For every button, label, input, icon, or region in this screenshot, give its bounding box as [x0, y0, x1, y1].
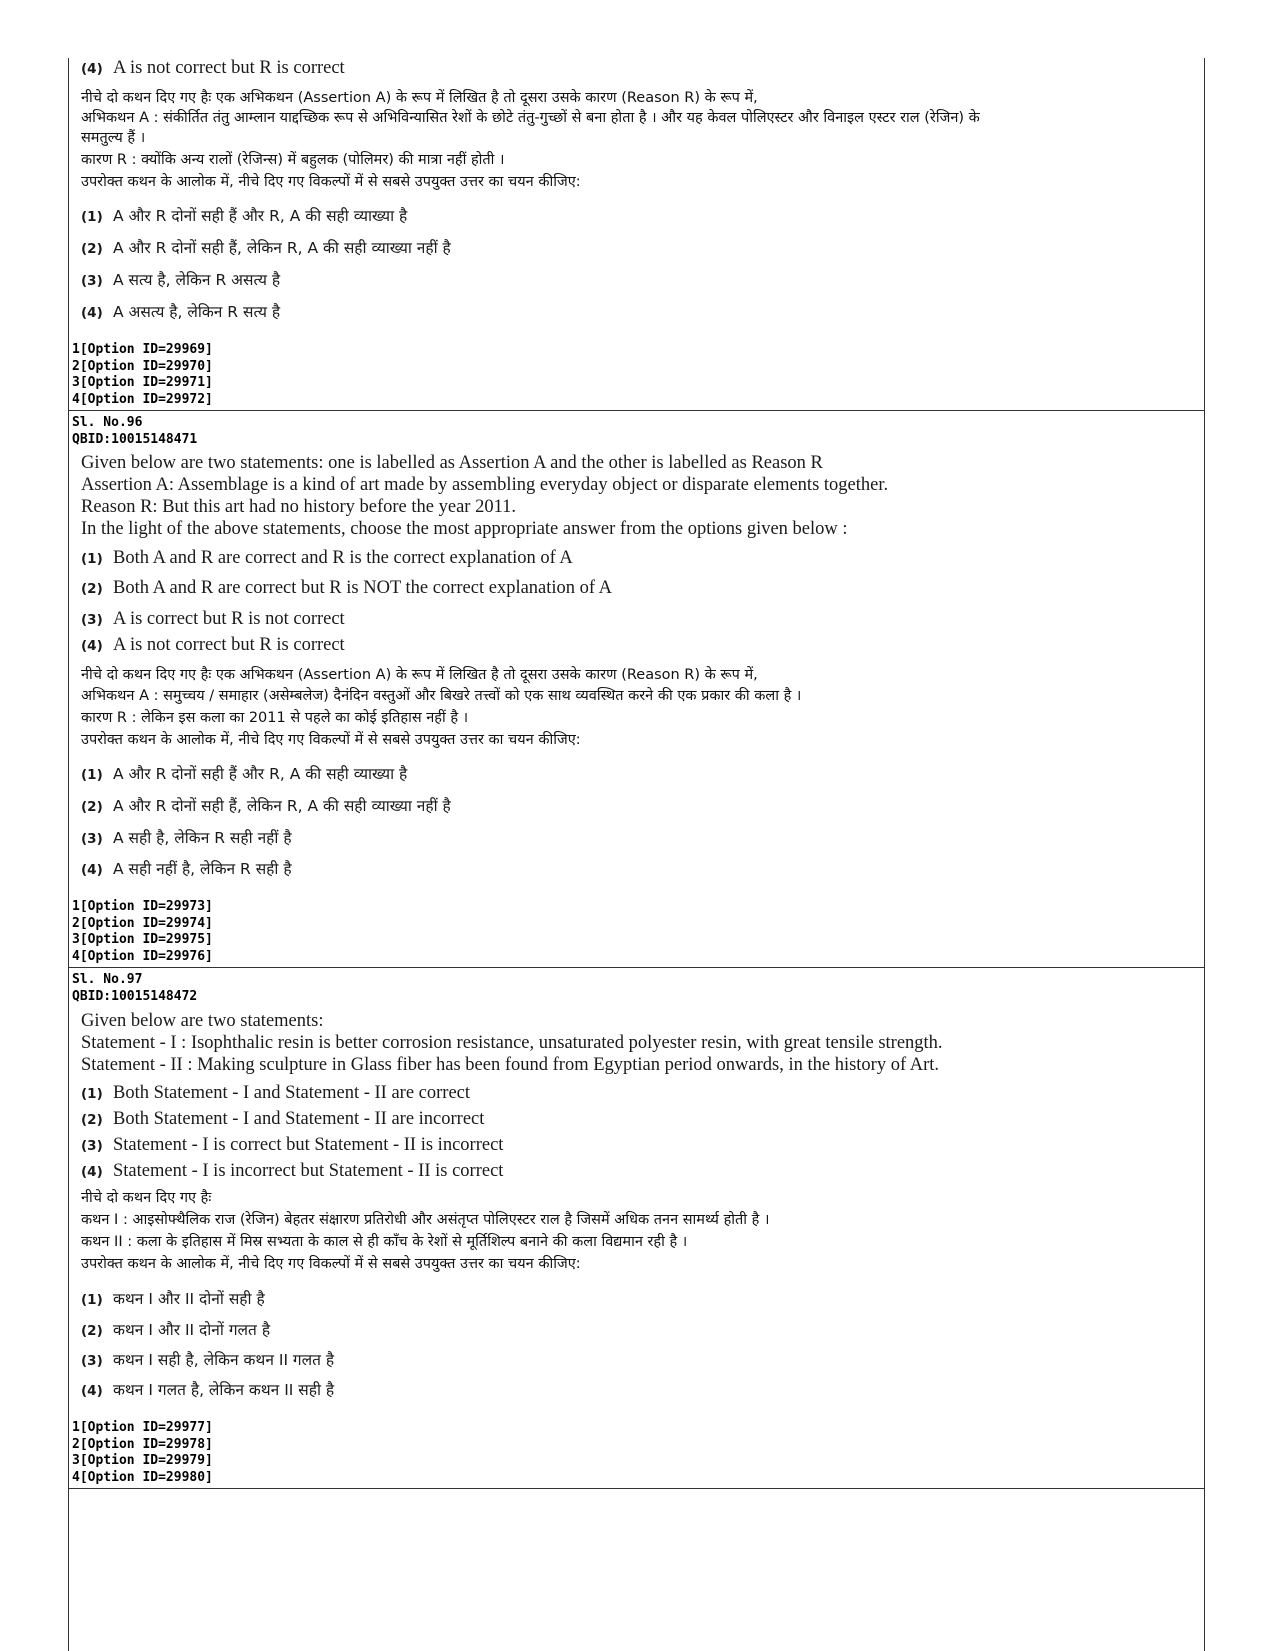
hindi-assertion: अभिकथन A : संकीर्तित तंतु आम्लान याद्दच्छिक रूप से अभिविन्यासित रेशों के छोटे तंतु-गुच्छों से बना होता है । और यह केवल पोलिएस्टर और विनाइल एस्टर राल (रेजिन) के: [81, 110, 980, 126]
hindi-reason: कारण R : लेकिन इस कला का 2011 से पहले का कोई इतिहास नहीं है ।: [81, 710, 469, 726]
english-option-2: (2) Both Statement - I and Statement - II are incorrect: [81, 1109, 485, 1129]
hindi-prompt: उपरोक्त कथन के आलोक में, नीचे दिए गए विकल्पों में से सबसे उपयुक्त उत्तर का चयन कीजिए:: [81, 732, 581, 748]
english-option-1: (1) Both A and R are correct and R is the correct explanation of A: [81, 548, 573, 568]
english-option-3: (3) Statement - I is correct but Statement - II is incorrect: [81, 1135, 504, 1155]
hindi-option-2: (2) A और R दोनों सही हैं, लेकिन R, A की सही व्याख्या नहीं है: [81, 239, 451, 257]
serial-number: Sl. No.96: [72, 415, 143, 430]
hindi-statement-2: कथन II : कला के इतिहास में मिस्र सभ्यता के काल से ही काँच के रेशों से मूर्तिशिल्प बनाने की कला विद्यमान रही है ।: [81, 1234, 688, 1250]
option-id-list: [72, 342, 213, 408]
hindi-option-4: (4) कथन I गलत है, लेकिन कथन II सही है: [81, 1381, 335, 1399]
hindi-option-3: (3) A सही है, लेकिन R सही नहीं है: [81, 829, 292, 847]
option-id-list: [72, 899, 213, 965]
question-stem-line: Assertion A: Assemblage is a kind of art made by assembling everyday object or disparate elements together.: [81, 475, 889, 495]
question-stem-line: Given below are two statements:: [81, 1011, 324, 1031]
question-stem-line: Reason R: But this art had no history before the year 2011.: [81, 497, 517, 517]
option-id: 2[Option ID=29974]: [72, 915, 213, 931]
section-divider: [69, 967, 1204, 968]
english-option-2: (2) Both A and R are correct but R is NOT the correct explanation of A: [81, 578, 613, 598]
english-option-4: (4) Statement - I is incorrect but Statement - II is correct: [81, 1161, 504, 1181]
question-header-97: [72, 972, 197, 1005]
option-id: 3[Option ID=29971]: [72, 375, 213, 390]
english-option-1: (1) Both Statement - I and Statement - II are correct: [81, 1083, 471, 1103]
hindi-option-2: (2) A और R दोनों सही हैं, लेकिन R, A की सही व्याख्या नहीं है: [81, 797, 451, 815]
english-option-4: (4) A is not correct but R is correct: [81, 635, 345, 655]
hindi-option-1: (1) A और R दोनों सही हैं और R, A की सही व्याख्या है: [81, 765, 408, 783]
section-divider: [69, 410, 1204, 411]
hindi-assertion-cont: समतुल्य हैं ।: [81, 130, 146, 146]
option-id: 3[Option ID=29979]: [72, 1453, 213, 1468]
hindi-instruction: नीचे दो कथन दिए गए हैः एक अभिकथन (Assertion A) के रूप में लिखित है तो दूसरा उसके कारण (Reason R) के रूप में,: [81, 667, 758, 683]
serial-number: Sl. No.97: [72, 972, 143, 987]
question-stem-line: In the light of the above statements, choose the most appropriate answer from the options given below :: [81, 519, 848, 539]
english-option-3: (3) A is correct but R is not correct: [81, 609, 345, 629]
hindi-option-2: (2) कथन I और II दोनों गलत है: [81, 1321, 271, 1339]
option-id: 4[Option ID=29972]: [72, 391, 213, 407]
hindi-instruction: नीचे दो कथन दिए गए हैः एक अभिकथन (Assertion A) के रूप में लिखित है तो दूसरा उसके कारण (Reason R) के रूप में,: [81, 90, 758, 106]
question-stem-line: Statement - II : Making sculpture in Glass fiber has been found from Egyptian period onwards, in the history of Art.: [81, 1055, 940, 1075]
question-header-96: [72, 415, 197, 448]
question-paper-page: [68, 58, 1205, 1651]
hindi-prompt: उपरोक्त कथन के आलोक में, नीचे दिए गए विकल्पों में से सबसे उपयुक्त उत्तर का चयन कीजिए:: [81, 174, 581, 190]
qbid: QBID:10015148471: [72, 431, 198, 447]
section-divider: [69, 1488, 1204, 1489]
qbid: QBID:10015148472: [72, 988, 198, 1004]
hindi-option-3: (3) कथन I सही है, लेकिन कथन II गलत है: [81, 1351, 335, 1369]
hindi-prompt: उपरोक्त कथन के आलोक में, नीचे दिए गए विकल्पों में से सबसे उपयुक्त उत्तर का चयन कीजिए:: [81, 1256, 581, 1272]
option-id: 4[Option ID=29980]: [72, 1469, 213, 1485]
hindi-statement-1: कथन I : आइसोफ्थैलिक राज (रेजिन) बेहतर संक्षारण प्रतिरोधी और असंतृप्त पोलिएस्टर राल है जिसमें अधिक तनन सामर्थ्य होती है ।: [81, 1212, 770, 1228]
option-4-english: (4) A is not correct but R is correct: [81, 58, 345, 78]
hindi-option-4: (4) A असत्य है, लेकिन R सत्य है: [81, 303, 281, 321]
hindi-instruction: नीचे दो कथन दिए गए हैः: [81, 1190, 212, 1206]
option-id: 2[Option ID=29970]: [72, 358, 213, 374]
option-id: 1[Option ID=29977]: [72, 1420, 213, 1435]
hindi-option-3: (3) A सत्य है, लेकिन R असत्य है: [81, 271, 281, 289]
option-id-list: [72, 1420, 213, 1486]
option-id: 3[Option ID=29975]: [72, 932, 213, 947]
hindi-option-4: (4) A सही नहीं है, लेकिन R सही है: [81, 860, 292, 878]
option-id: 2[Option ID=29978]: [72, 1436, 213, 1452]
hindi-option-1: (1) A और R दोनों सही हैं और R, A की सही व्याख्या है: [81, 207, 408, 225]
option-id: 4[Option ID=29976]: [72, 948, 213, 964]
hindi-reason: कारण R : क्योंकि अन्य रालों (रेजिन्स) में बहुलक (पोलिमर) की मात्रा नहीं होती ।: [81, 152, 505, 168]
question-stem-line: Given below are two statements: one is labelled as Assertion A and the other is labelled as Reason R: [81, 453, 823, 473]
option-id: 1[Option ID=29969]: [72, 342, 213, 357]
hindi-option-1: (1) कथन I और II दोनों सही है: [81, 1290, 265, 1308]
question-stem-line: Statement - I : Isophthalic resin is better corrosion resistance, unsaturated polyester resin, with great tensile strength.: [81, 1033, 943, 1053]
hindi-assertion: अभिकथन A : समुच्चय / समाहार (असेम्बलेज) दैनंदिन वस्तुओं और बिखरे तत्त्वों को एक साथ व्यवस्थित करने की एक प्रकार की कला है ।: [81, 688, 802, 704]
option-id: 1[Option ID=29973]: [72, 899, 213, 914]
